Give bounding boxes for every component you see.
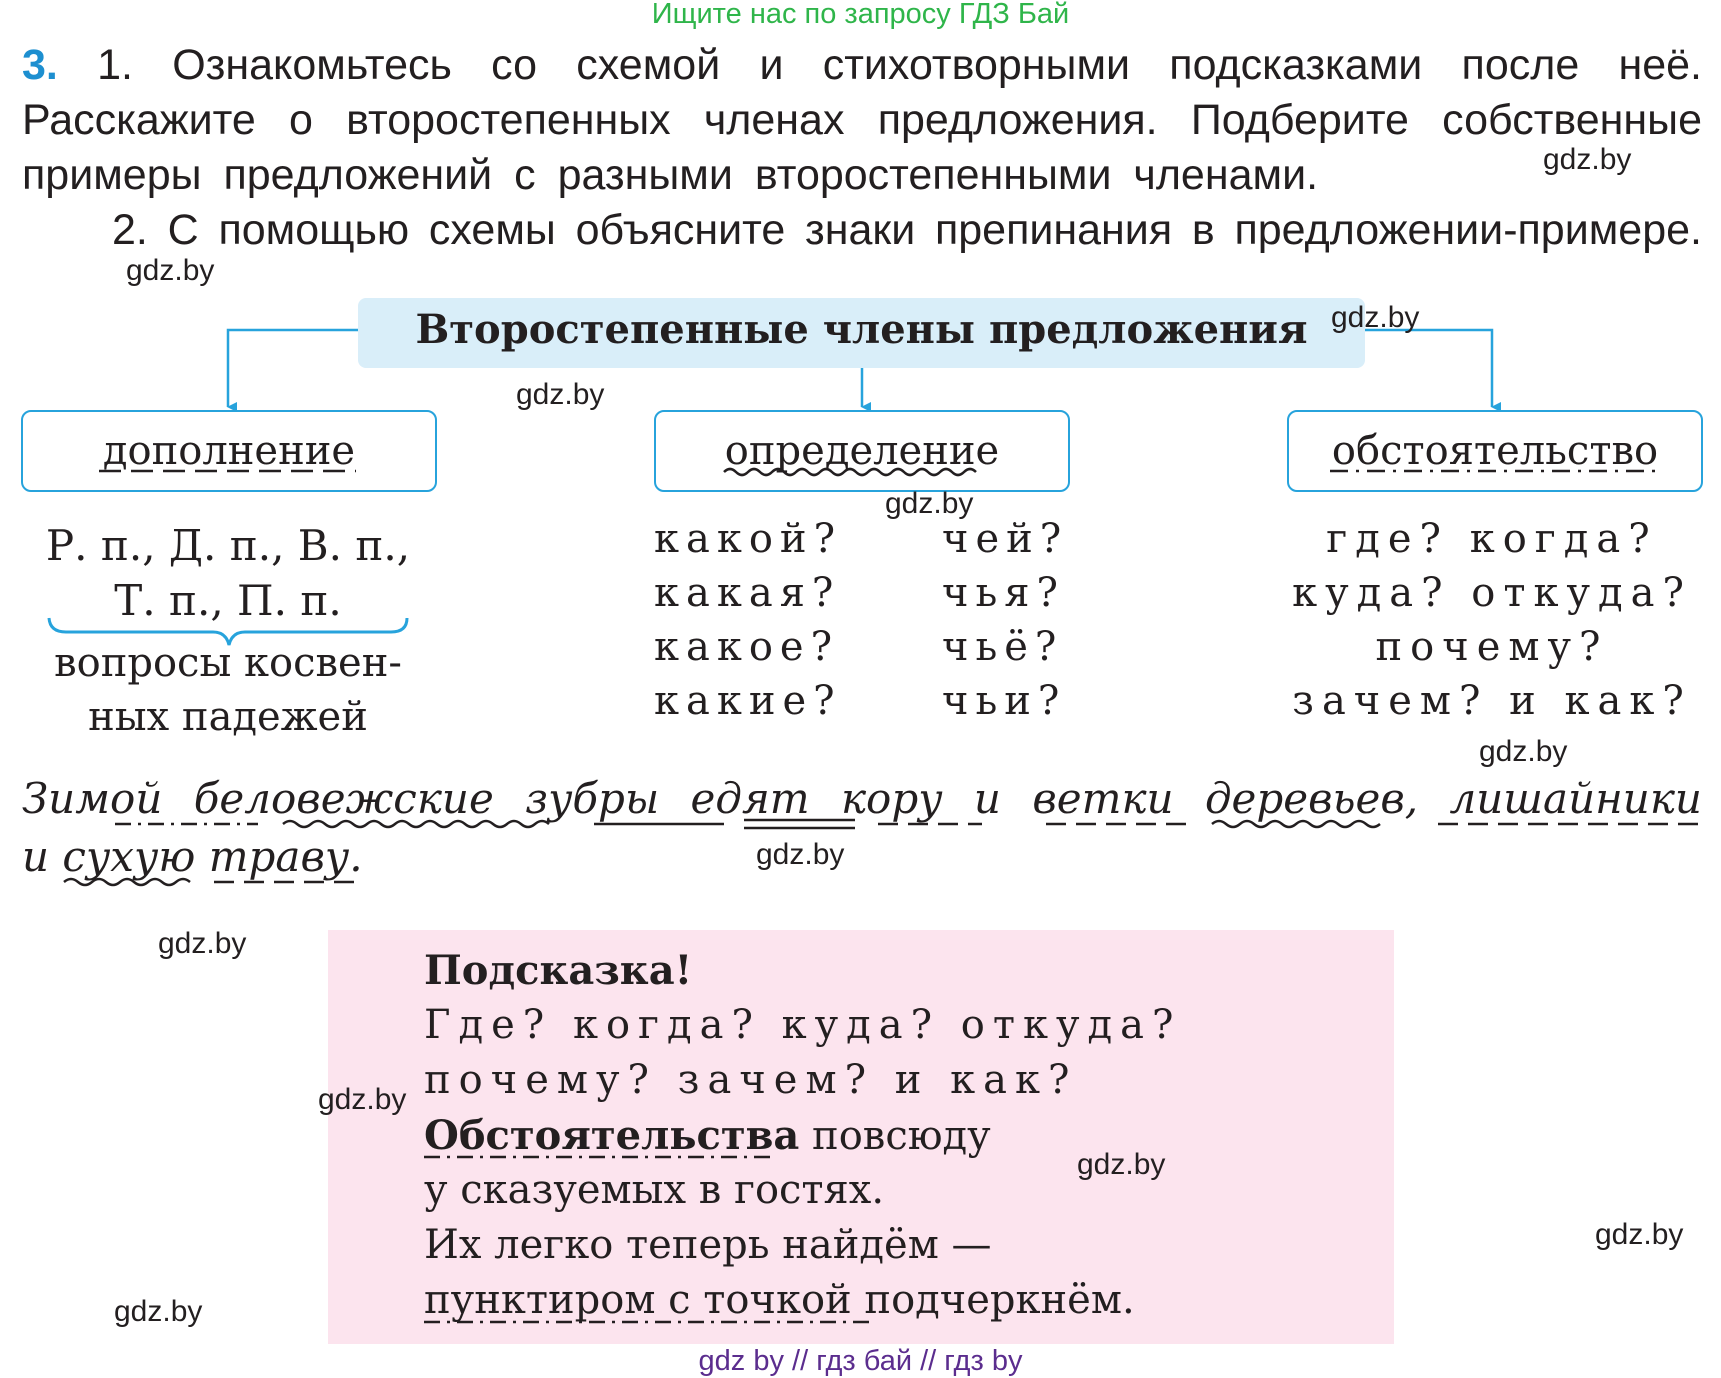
box-adverbial-label: обстоятельство [1331,428,1659,474]
question: чья? [942,570,1065,616]
example-word: лишайники [1449,774,1702,823]
cases-note-2: ных падежей [88,694,368,740]
hint-title: Подсказка! [424,947,693,994]
question: зачем? и как? [1292,678,1692,724]
hint-word: пунктиром [424,1277,656,1323]
footer-links[interactable]: gdz by // гдз бай // гдз by [698,1345,1023,1377]
question: где? когда? [1326,516,1658,562]
watermark: gdz.by [1331,301,1420,334]
watermark: gdz.by [158,927,247,960]
watermark: gdz.by [318,1083,407,1116]
question: почему? [1375,624,1609,670]
box-object-label: дополнение [102,428,356,474]
question: какой? [654,516,843,562]
box-attribute-label: определение [724,428,1000,474]
watermark: gdz.by [126,254,215,287]
hint-line-1: Где? когда? куда? откуда? [424,1002,1182,1048]
task-line-1-text: 1. Ознакомьтесь со схемой и стихотворными подсказками после неё. [97,41,1702,89]
question: какие? [654,678,842,724]
hint-line-3-rest: повсюду [799,1113,991,1159]
top-banner: Ищите нас по запросу ГДЗ Бай [651,0,1070,30]
example-word: сухую [62,832,196,881]
example-word: и [22,832,50,881]
watermark: gdz.by [885,487,974,520]
watermark: gdz.by [1595,1218,1684,1251]
task-line-2: Расскажите о второстепенных членах предложения. Подберите собственные [22,96,1702,144]
watermark: gdz.by [756,838,845,871]
watermark: gdz.by [516,378,605,411]
example-word: и [973,774,1001,823]
hint-line-4: у сказуемых в гостях. [424,1167,885,1213]
example-word: деревьев, [1204,774,1419,823]
question: чьи? [942,678,1067,724]
watermark: gdz.by [1543,143,1632,176]
example-word: едят [690,774,810,823]
task-line-3: примеры предложений с разными второстепенными членами. [22,151,1319,199]
hint-line-2: почему? зачем? и как? [424,1057,1078,1103]
example-word: кору [840,774,943,823]
hint-word: с [668,1277,691,1323]
question: куда? откуда? [1292,570,1692,616]
hint-keyword: Обстоятельства [424,1112,800,1159]
hint-line-5: Их легко теперь найдём — [424,1222,992,1268]
hint-word: точкой [703,1277,852,1323]
scheme-title: Второстепенные члены предложения [415,306,1308,353]
cases-line-1: Р. п., Д. п., В. п., [45,521,411,570]
cases-note-1: вопросы косвен- [54,640,402,686]
cases-line-2: Т. п., П. п. [114,576,342,625]
example-word: траву [208,832,350,881]
watermark: gdz.by [114,1295,203,1328]
example-word: Зимой [22,774,163,823]
example-period: . [349,832,363,881]
question: чей? [942,516,1069,562]
question: какая? [654,570,841,616]
task-number: 3. [22,41,58,89]
watermark: gdz.by [1077,1148,1166,1181]
task-line-4: 2. С помощью схемы объясните знаки препинания в предложении-примере. [112,206,1702,254]
example-word: беловежские [193,774,494,823]
hint-line-6-rest: подчеркнём. [851,1277,1135,1323]
question: какое? [654,624,840,670]
example-word: зубры [525,774,660,823]
watermark: gdz.by [1479,735,1568,768]
question: чьё? [942,624,1064,670]
example-word: ветки [1032,774,1174,823]
